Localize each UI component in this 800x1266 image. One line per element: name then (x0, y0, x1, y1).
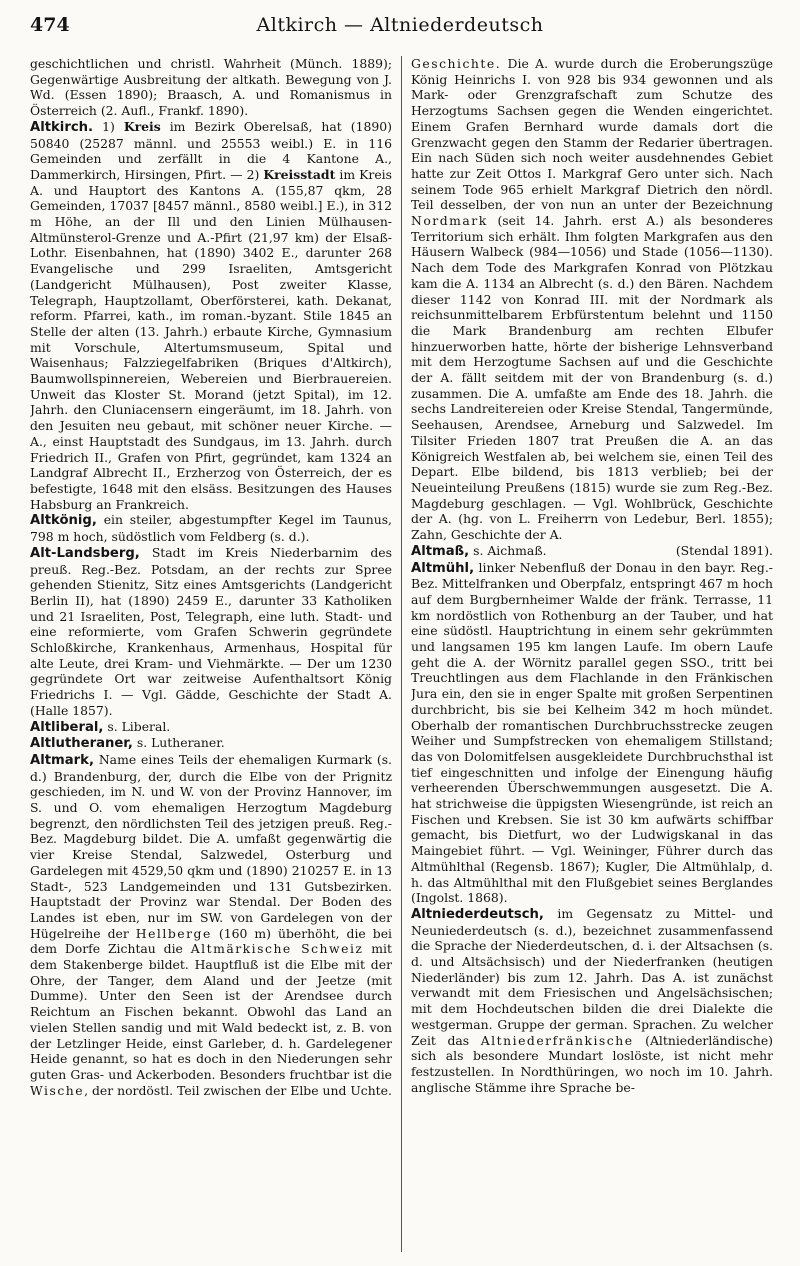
entry-altmark: Altmark, Name eines Teils der ehemaligen Kurmark (s. d.) Brandenburg, der, durch die Elbe von der Prignitz geschieden, im N. und W. von der Provinz Hannover, im S. und O. vom ehemaligen Herzogtum Magdeburg begrenzt, den nördlichsten Teil des jetzigen preuß. Reg.-Bez. Magdeburg bildet. Die A. umfaßt gegenwärtig die vier Kreise Stendal, Salzwedel, Osterburg und Gardelegen mit 4529,50 qkm und (1890) 210257 E. in 13 Stadt-, 523 Landgemeinden und 131 Gutsbezirken. Hauptstadt der Provinz war Stendal. Der Boden des Landes ist eben, nur im SW. von Gardelegen von der Hügelreihe der Hellberge (160 m) überhöht, die bei dem Dorfe Zichtau die Altmärkische Schweiz mit dem Stakenberge bildet. Hauptfluß ist die Elbe mit der Ohre, der Tanger, dem Aland und der Jeetze (mit Dumme). Unter den Seen ist der Arendsee durch Reichtum an Fischen bekannt. Obwohl das Land an vielen Stellen sandig und mit Wald bedeckt ist, z. B. von der Letzlinger Heide, einst Garleber, d. h. Gardelegener Heide genannt, so hat es doch in den Niederungen sehr guten Gras- und Ackerboden. Besonders fruchtbar ist die Wische, der nordöstl. Teil zwischen der Elbe und Uchte. (30, 751, 392, 1098)
entry-alt-landsberg: Alt-Landsberg, Stadt im Kreis Niederbarnim des preuß. Reg.-Bez. Potsdam, an der rechts zur Spree gehenden Stienitz, Sitz eines Amtsgerichts (Landgericht Berlin II), hat (1890) 2459 E., darunter 33 Katholiken und 21 Israeliten, Post, Telegraph, eine luth. Stadt- und eine reformierte, vom Grafen Schwerin gegründete Schloßkirche, Krankenhaus, Armenhaus, Hospital für alte Leute, drei Kram- und Viehmärkte. — Der um 1230 gegründete Ort war zeitweise Aufenthaltsort König Friedrichs I. — Vgl. Gädde, Geschichte der Stadt A. (Halle 1857). (30, 544, 392, 718)
spaced-term: Altmärkische Schweiz (190, 941, 364, 957)
altmark-geschichte: Geschichte. Die A. wurde durch die Eroberungszüge König Heinrichs I. von 928 bis 934 gewonnen und als Mark- oder Grenzgrafschaft zum Schutze des Herzogtums Sachsen gegen die Wenden eingerichtet. Einem Grafen Bernhard wurde damals dort die Grenzwacht gegen den Stamm der Redarier übertragen. Ein nach Süden sich noch weiter ausdehnendes Gebiet hatte zur Zeit Ottos I. Markgraf Gero unter sich. Nach seinem Tode 965 erhielt Markgraf Dietrich den nördl. Teil desselben, der von nun an unter der Bezeichnung Nordmark (seit 14. Jahrh. erst A.) als besonderes Territorium sich erhält. Ihm folgten Markgrafen aus den Häusern Walbeck (984—1056) und Stade (1056—1130). Nach dem Tode des Markgrafen Konrad von Plötzkau kam die A. 1134 an Albrecht (s. d.) den Bären. Nachdem dieser 1142 von Konrad III. mit der Nordmark als reichsunmittelbarem Erbfürstentum belehnt und 1150 die Mark Brandenburg am rechten Elbufer hinzuerworben hatte, hörte der bisherige Lehnsverband mit dem Herzogtume Sachsen auf und die Geschichte der A. fällt seitdem mit der von Brandenburg (s. d.) zusammen. Die A. umfaßte am Ende des 18. Jahrh. die sechs Landreitereien oder Kreise Stendal, Tangermünde, Seehausen, Arendsee, Arneburg und Salzwedel. Im Tilsiter Frieden 1807 trat Preußen die A. an das Königreich Westfalen ab, bei welchem sie, einen Teil des Depart. Elbe bildend, bis 1813 verblieb; bei der Neueinteilung Preußens (1815) wurde sie zum Reg.-Bez. Magdeburg geschlagen. — Vgl. Wohlbrück, Geschichte der A. (hg. von L. Freiherrn von Ledebur, Berl. 1855); Zahn, Geschichte der A. (411, 56, 773, 543)
entry-altkirch: Altkirch. 1) Kreis im Bezirk Oberelsaß, hat (1890) 50840 (25287 männl. und 25553 weibl.) E. in 116 Gemeinden und zerfällt in die 4 Kantone A., Dammerkirch, Hirsingen, Pfirt. — 2) Kreisstadt im Kreis A. und Hauptort des Kantons A. (155,87 qkm, 28 Gemeinden, 17037 [8457 männl., 8580 weibl.] E.), in 312 m Höhe, an der Ill und den Linien Mülhausen-Altmünsterol-Grenze und A.-Pfirt (21,97 km) der Elsaß-Lothr. Eisenbahnen, hat (1890) 3402 E., darunter 268 Evangelische und 299 Israeliten, Amtsgericht (Landgericht Mülhausen), Post zweiter Klasse, Telegraph, Hauptzollamt, Oberförsterei, kath. Dekanat, reform. Pfarrei, kath., im roman.-byzant. Stile 1845 an Stelle der alten (13. Jahrh.) erbaute Kirche, Gymnasium mit Vorschule, Altertumsmuseum, Spital und Waisenhaus; Falzziegelfabriken (Briques d'Altkirch), Baumwollspinnereien, Webereien und Bierbrauereien. Unweit das Kloster St. Morand (jetzt Spital), im 12. Jahrh. den Cluniacensern eingeräumt, im 18. Jahrh. von den Jesuiten neu gebaut, mit schöner neuer Kirche. — A., einst Hauptstadt des Sundgaus, im 13. Jahrh. durch Friedrich II., Grafen von Pfirt, gegründet, kam 1324 an Landgraf Albrecht II., Erzherzog von Österreich, der es befestigte, 1648 mit den elsäss. Besitzungen des Hauses Habsburg an Frankreich. (30, 118, 392, 512)
spaced-term: Wische (30, 1082, 85, 1098)
entry-headword: Altniederdeutsch, (411, 906, 544, 922)
page-header (30, 14, 770, 44)
entry-headword: Altkirch. (30, 119, 94, 135)
left-column (30, 56, 392, 1252)
spaced-term: Hellberge (135, 925, 212, 941)
column-divider (401, 56, 402, 1252)
continued-citation: (Stendal 1891). (675, 542, 773, 558)
entry-headword: Altmühl, (411, 560, 475, 576)
page-number: 474 (30, 14, 70, 36)
subhead-kreisstadt: Kreisstadt (263, 166, 336, 182)
entry-headword: Altmark, (30, 752, 94, 768)
section-label: Geschichte. (411, 56, 502, 71)
spaced-term: Altniederfränkische (480, 1032, 634, 1048)
entry-headword: Altliberal, (30, 719, 104, 735)
entry-altliberal: Altliberal, s. Liberal. (30, 718, 171, 735)
spaced-term: Nordmark (411, 213, 488, 229)
running-title: Altkirch — Altniederdeutsch (256, 14, 544, 36)
entry-altkoenig: Altkönig, ein steiler, abgestumpfter Kegel im Taunus, 798 m hoch, südöstlich vom Feldberg (s. d.). (30, 512, 392, 545)
entry-altmass: Altmaß, s. Aichmaß. (Stendal 1891). (411, 542, 773, 559)
entry-altmuehl: Altmühl, linker Nebenfluß der Donau in den bayr. Reg.-Bez. Mittelfranken und Oberpfalz, entspringt 467 m hoch auf dem Burgbernheimer Walde der fränk. Terrasse, 11 km nordöstlich von Rothenburg an der Tauber, und hat eine südöstl. Hauptrichtung in einem sehr gekrümmten und langsamen 195 km langen Laufe. Im obern Laufe geht die A. der Wörnitz parallel gegen SSO., tritt bei Treuchtlingen aus dem Flachlande in den Fränkischen Jura ein, den sie in enger Spalte mit großen Serpentinen durchbricht, bis sie bei Kelheim 342 m hoch mündet. Oberhalb der romantischen Durchbruchsstrecke zeugen Weiher und Sumpfstrecken von ehemaligem Stillstand; das von Dolomitfelsen ausgekleidete Durchbruchsthal ist tief eingeschnitten und infolge der Einengung häufig verheerenden Überschwemmungen ausgesetzt. Die A. hat strichweise die üppigsten Wiesengründe, ist reich an Fischen und Krebsen. Sie ist 30 km aufwärts schiffbar gemacht, bis Dietfurt, wo der Ludwigskanal in das Maingebiet führt. — Vgl. Weininger, Führer durch das Altmühlthal (Regensb. 1867); Kugler, Die Altmühlalp, d. h. das Altmühlthal mit den Flußgebiet seines Berglandes (Ingolst. 1868). (411, 559, 773, 906)
entry-altlutheraner: Altlutheraner, s. Lutheraner. (30, 735, 225, 752)
entry-altniederdeutsch: Altniederdeutsch, im Gegensatz zu Mittel- und Neuniederdeutsch (s. d.), bezeichnet zusammenfassend die Sprache der Niederdeutschen, d. i. der Altsachsen (s. d. und Altsächsisch) und der Niederfranken (heutigen Niederländer) bis zum 12. Jahrh. Das A. ist zunächst verwandt mit dem Friesischen und Angelsächsischen; mit dem Hochdeutschen bilden die drei Dialekte die westgerman. Gruppe der german. Sprachen. Zu welcher Zeit das Altniederfränkische (Altniederländische) sich als besondere Mundart loslöste, ist nicht mehr festzustellen. In Nordthüringen, wo noch im 10. Jahrh. anglische Stämme ihre Sprache be- (411, 905, 773, 1095)
right-column (411, 56, 773, 1252)
subhead-kreis: Kreis (123, 118, 161, 134)
text-columns (30, 56, 773, 1256)
entry-headword: Altkönig, (30, 513, 97, 529)
continued-paragraph: geschichtlichen und christl. Wahrheit (Münch. 1889); Gegenwärtige Ausbreitung der altkath. Bewegung von J. Wd. (Essen 1890); Braasch, A. und Romanismus in Österreich (2. Aufl., Frankf. 1890). (30, 56, 392, 119)
entry-headword: Altlutheraner, (30, 736, 133, 752)
entry-headword: Altmaß, (411, 543, 470, 559)
entry-headword: Alt-Landsberg, (30, 545, 140, 561)
